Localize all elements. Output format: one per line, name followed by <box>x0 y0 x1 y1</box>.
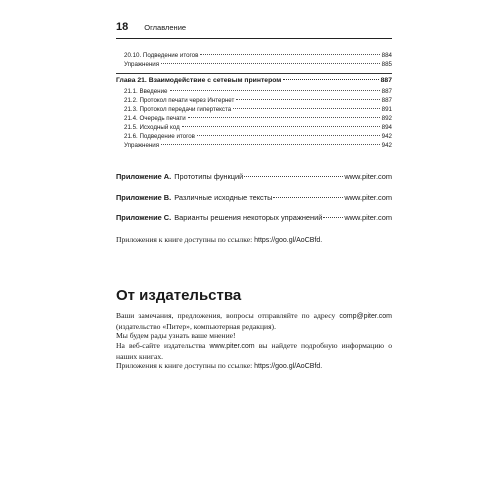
toc-entry <box>116 97 392 105</box>
chapter-title: Глава 21. Взаимодействие с сетевым принтером <box>116 77 282 84</box>
website-link[interactable]: www.piter.com <box>209 343 255 350</box>
toc-appendix-entry <box>116 172 392 181</box>
availability-link[interactable]: https://goo.gl/AoCBfd. <box>254 363 323 370</box>
toc-entry-title: 21.4. Очередь печати <box>124 115 186 122</box>
leader-dots <box>182 126 380 127</box>
paragraph-text: На веб-сайте издательства <box>116 341 210 350</box>
paragraph-text: Мы будем рады узнать ваше мнение! <box>116 331 236 340</box>
leader-dots <box>273 197 343 198</box>
paragraph-text: (издательство «Питер», компьютерная редакция). <box>116 321 276 331</box>
leader-dots <box>200 54 379 55</box>
appendix-label: Приложение С. <box>116 213 172 222</box>
toc-entry-title: 21.1. Введение <box>124 88 168 95</box>
appendix-title: Прототипы функций <box>174 172 244 181</box>
appendix-link[interactable]: www.piter.com <box>344 193 392 202</box>
toc-entry-title: 21.3. Протокол передачи гипертекста <box>124 106 232 113</box>
availability-note <box>116 235 392 244</box>
leader-dots <box>236 99 379 100</box>
toc-entry-title: Упражнения <box>124 61 160 68</box>
paragraph-text: вы найдете подробную информацию о наших книгах. <box>116 341 392 361</box>
availability-text: Приложения к книге доступны по ссылке: <box>116 235 255 244</box>
chapter-divider <box>116 73 392 74</box>
appendix-link[interactable]: www.piter.com <box>344 213 392 222</box>
publisher-paragraph <box>116 361 392 372</box>
page-header <box>116 21 392 39</box>
toc-entry-page: 894 <box>381 124 392 131</box>
publisher-paragraph <box>116 311 392 331</box>
toc-entry <box>116 61 392 69</box>
leader-dots <box>170 90 380 91</box>
chapter-page: 887 <box>380 77 392 84</box>
availability-link[interactable]: https://goo.gl/AoCBfd. <box>254 237 323 244</box>
leader-dots <box>283 79 378 80</box>
toc-entry-title: 21.6. Подведение итогов <box>124 133 195 140</box>
paragraph-text: Ваши замечания, предложения, вопросы отправляйте по адресу <box>116 311 340 320</box>
appendix-title: Различные исходные тексты <box>174 193 273 202</box>
toc-entry <box>116 133 392 141</box>
leader-dots <box>233 108 379 109</box>
leader-dots <box>244 176 343 177</box>
toc-entry-page: 884 <box>381 52 392 59</box>
toc-entry-page: 887 <box>381 88 392 95</box>
toc-entry <box>116 142 392 150</box>
page-number: 18 <box>116 21 129 33</box>
appendix-title: Варианты решения некоторых упражнений <box>174 213 323 222</box>
toc-entry-page: 892 <box>381 115 392 122</box>
toc-entry-title: Упражнения <box>124 142 160 149</box>
toc-entry <box>116 106 392 114</box>
toc-entry-title: 20.10. Подведение итогов <box>124 52 199 59</box>
toc-chapter-entry <box>116 77 392 85</box>
publisher-paragraph <box>116 341 392 361</box>
toc-appendix-entry <box>116 213 392 222</box>
running-title: Оглавление <box>144 23 187 32</box>
toc-entry <box>116 115 392 123</box>
appendix-label: Приложение В. <box>116 193 172 202</box>
leader-dots <box>161 144 380 145</box>
leader-dots <box>197 135 380 136</box>
toc-entry-title: 21.2. Протокол печати через Интернет <box>124 97 235 104</box>
appendix-link[interactable]: www.piter.com <box>344 172 392 181</box>
toc-appendix-entry <box>116 193 392 202</box>
toc-entry-page: 887 <box>381 97 392 104</box>
section-title: От издательства <box>116 287 242 304</box>
publisher-paragraph <box>116 331 392 341</box>
appendix-label: Приложение А. <box>116 172 172 181</box>
leader-dots <box>323 217 343 218</box>
toc-entry-title: 21.5. Исходный код <box>124 124 180 131</box>
leader-dots <box>161 63 380 64</box>
toc-entry <box>116 88 392 96</box>
toc-entry-page: 885 <box>381 61 392 68</box>
leader-dots <box>188 117 380 118</box>
toc-entry-page: 942 <box>381 142 392 149</box>
toc-entry <box>116 124 392 132</box>
email-link[interactable]: comp@piter.com <box>339 313 392 320</box>
toc-entry-page: 942 <box>381 133 392 140</box>
toc-entry <box>116 52 392 60</box>
paragraph-text: Приложения к книге доступны по ссылке: <box>116 361 255 370</box>
toc-entry-page: 891 <box>381 106 392 113</box>
